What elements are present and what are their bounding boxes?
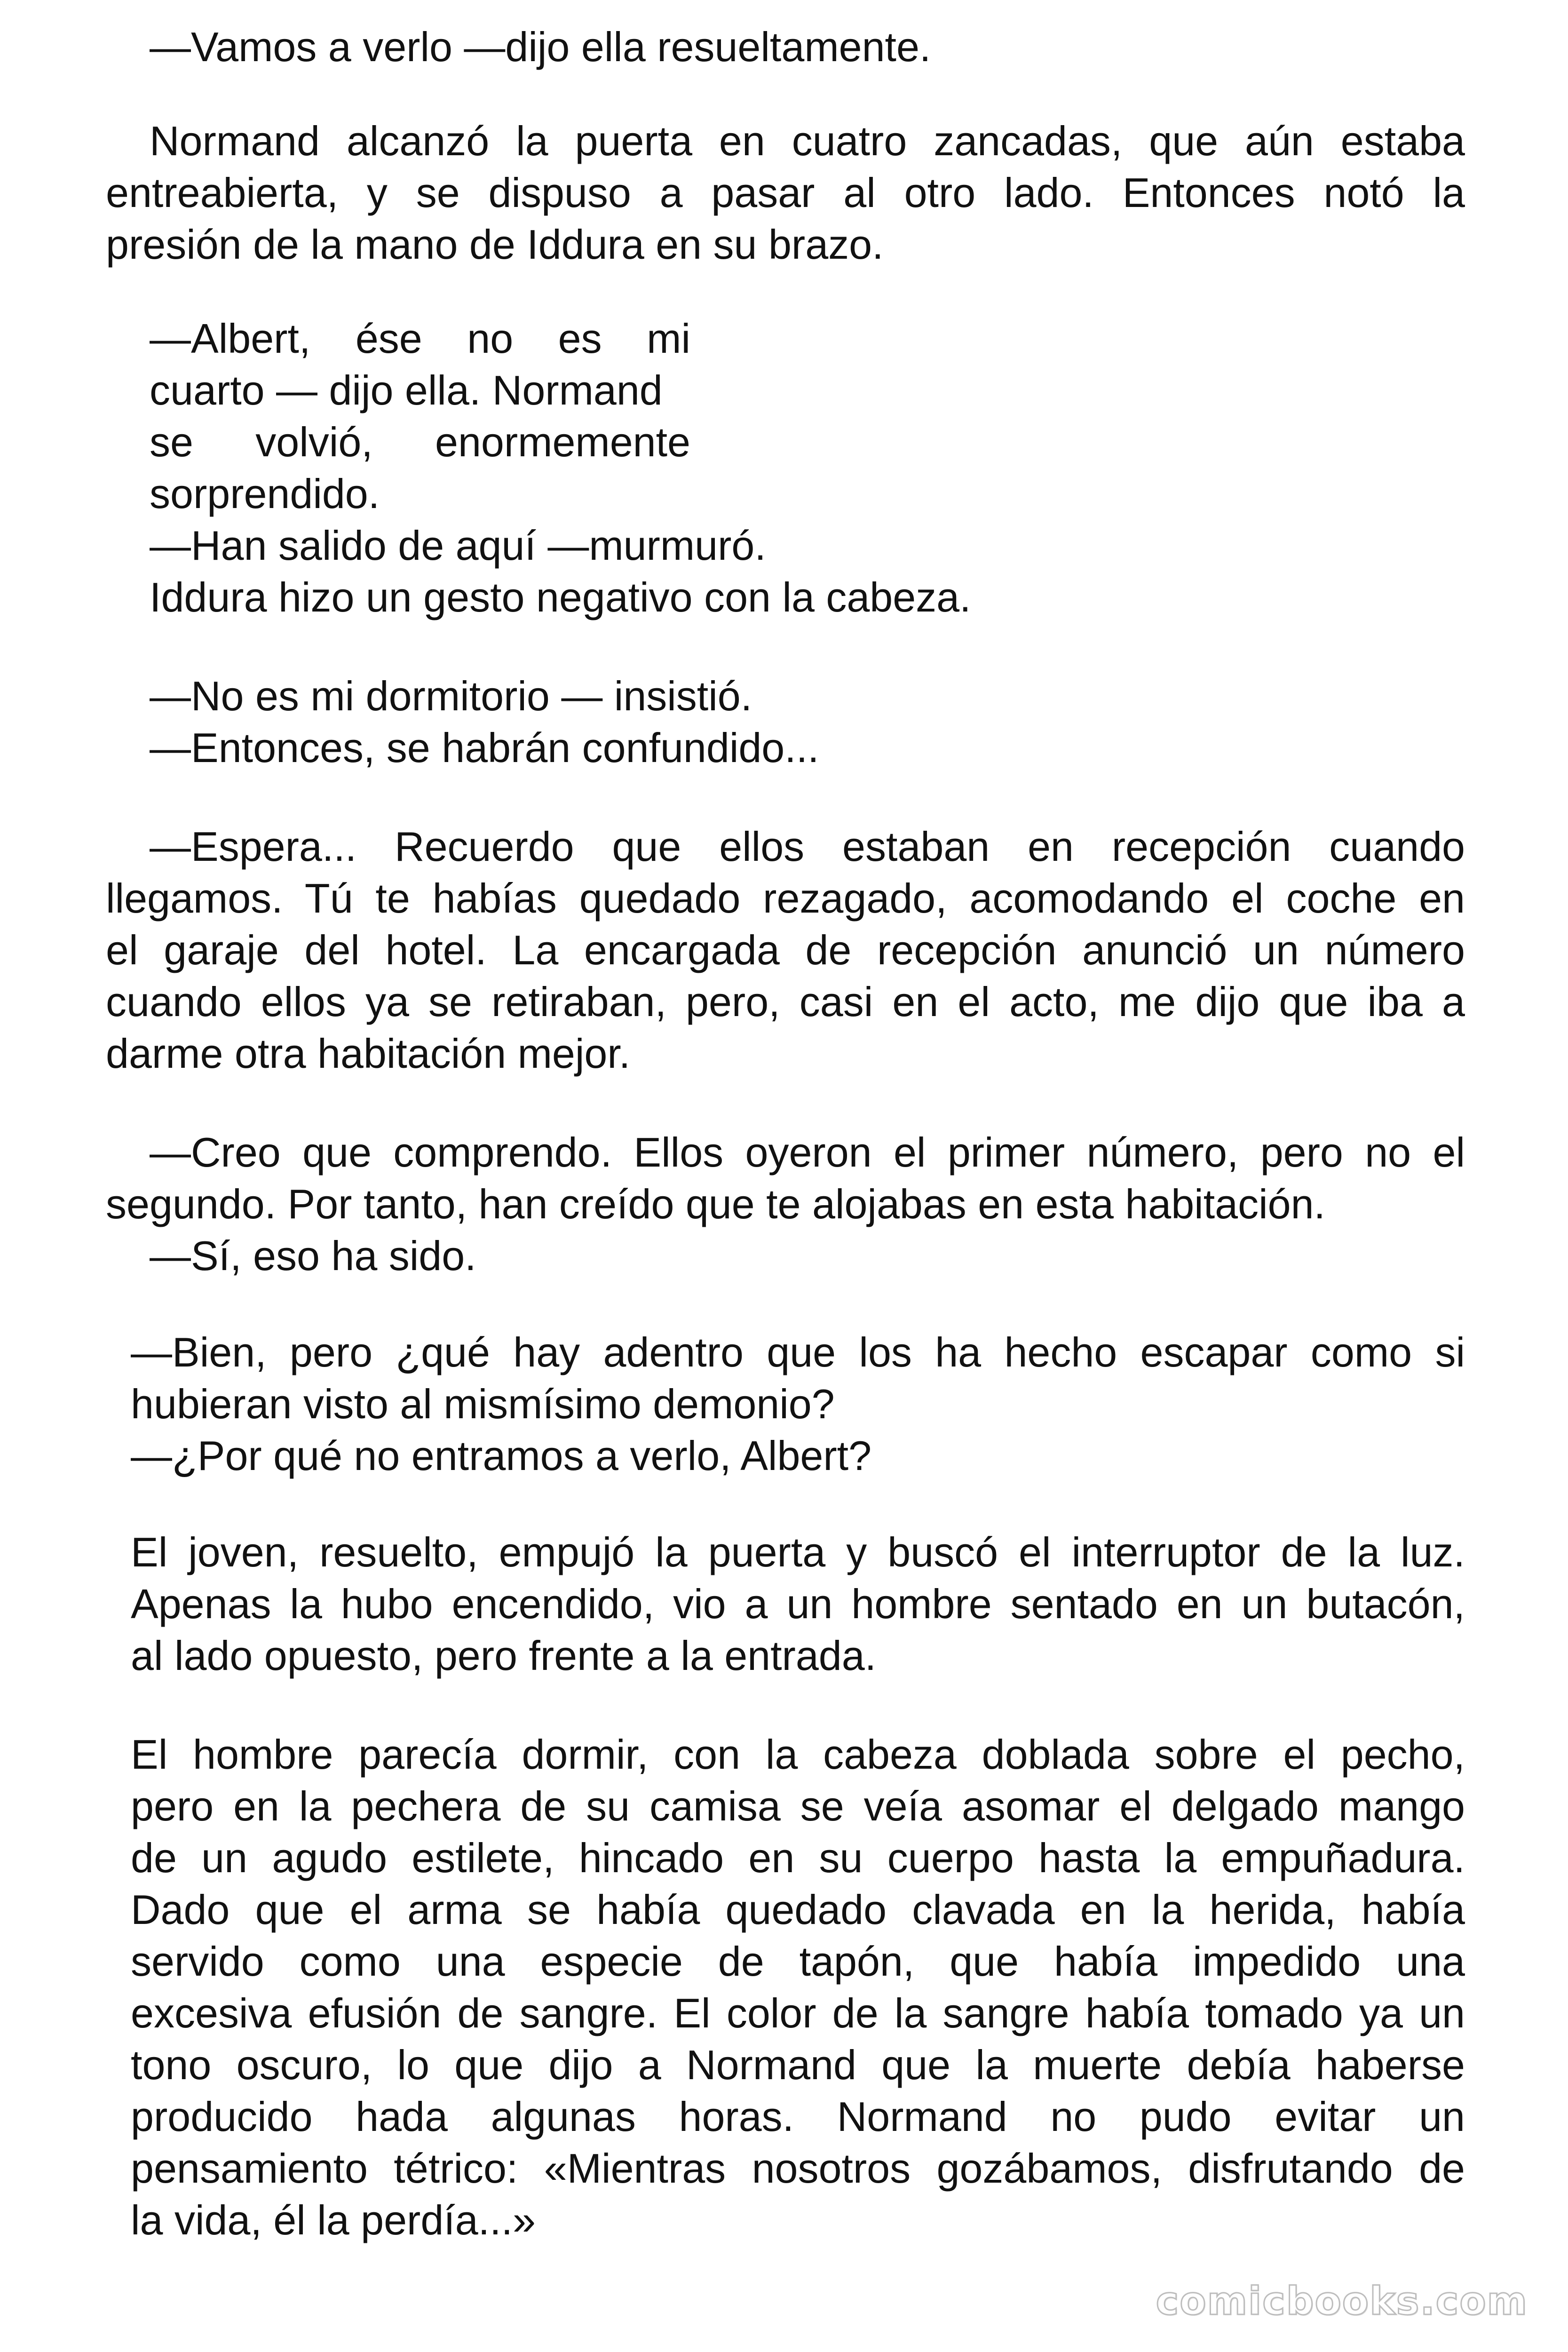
text-line: cuando ellos ya se retiraban, pero, casi en el acto, me dijo que iba a [106, 978, 1465, 1025]
text-line: se volvió, enormemente [150, 419, 690, 465]
paragraph-4 [150, 670, 1466, 774]
text-line: sorprendido. [150, 470, 380, 517]
text-line: cuarto — dijo ella. Normand [150, 367, 663, 413]
text-line: pero en la pechera de su camisa se veía asomar el delgado mango [131, 1783, 1465, 1829]
text-line: —No es mi dormitorio — insistió. [150, 673, 752, 719]
text-line: Apenas la hubo encendido, vio a un hombre sentado en un butacón, [131, 1581, 1465, 1627]
paragraph-3 [150, 313, 971, 623]
paragraph-7 [131, 1327, 1465, 1482]
text-line: pensamiento tétrico: «Mientras nosotros gozábamos, disfrutando de [131, 2145, 1465, 2192]
text-line: El joven, resuelto, empujó la puerta y buscó el interruptor de la luz. [131, 1529, 1465, 1575]
paragraph-1 [150, 21, 1466, 73]
paragraph-8 [131, 1526, 1465, 1682]
text-line: —Han salido de aquí —murmuró. [150, 522, 766, 569]
text-line: segundo. Por tanto, han creído que te alojabas en esta habitación. [106, 1181, 1325, 1227]
text-line: entreabierta, y se dispuso a pasar al otro lado. Entonces notó la [106, 169, 1465, 216]
text-line: —Albert, ése no es mi [150, 315, 690, 362]
text-line: excesiva efusión de sangre. El color de la sangre había tomado ya un [131, 1990, 1465, 2036]
text-line: El hombre parecía dormir, con la cabeza doblada sobre el pecho, [131, 1731, 1465, 1778]
text-line: hubieran visto al mismísimo demonio? [131, 1381, 835, 1427]
paragraph-9 [131, 1729, 1465, 2246]
text-line: —Espera... Recuerdo que ellos estaban en recepción cuando [150, 823, 1465, 870]
paragraph-6 [106, 1127, 1465, 1282]
text-line: servido como una especie de tapón, que había impedido una [131, 1938, 1465, 1985]
text-line: —Creo que comprendo. Ellos oyeron el primer número, pero no el [150, 1129, 1465, 1176]
watermark-logo: comicbooks.com [1156, 2279, 1528, 2324]
text-line: de un agudo estilete, hincado en su cuerpo hasta la empuñadura. [131, 1835, 1465, 1881]
text-line: Dado que el arma se había quedado clavada en la herida, había [131, 1886, 1465, 1933]
text-line: presión de la mano de Iddura en su brazo. [106, 221, 884, 268]
text-line: —¿Por qué no entramos a verlo, Albert? [131, 1432, 872, 1479]
paragraph-5 [106, 821, 1465, 1080]
text-line: Normand alcanzó la puerta en cuatro zancadas, que aún estaba [150, 118, 1465, 164]
text-line: producido hada algunas horas. Normand no pudo evitar un [131, 2093, 1465, 2140]
text-line: Iddura hizo un gesto negativo con la cabeza. [150, 574, 971, 620]
text-line: —Vamos a verlo —dijo ella resueltamente. [150, 24, 931, 70]
text-line: la vida, él la perdía...» [131, 2197, 536, 2243]
text-line: darme otra habitación mejor. [106, 1030, 631, 1077]
text-line: llegamos. Tú te habías quedado rezagado, acomodando el coche en [106, 875, 1465, 922]
text-line: —Sí, eso ha sido. [150, 1232, 476, 1279]
text-line: —Entonces, se habrán confundido... [150, 724, 819, 771]
text-line: —Bien, pero ¿qué hay adentro que los ha hecho escapar como si [131, 1329, 1465, 1375]
text-line: el garaje del hotel. La encargada de recepción anunció un número [106, 927, 1465, 973]
text-line: tono oscuro, lo que dijo a Normand que la muerte debía haberse [131, 2042, 1465, 2088]
text-line: al lado opuesto, pero frente a la entrada. [131, 1632, 877, 1679]
paragraph-2 [106, 115, 1465, 270]
